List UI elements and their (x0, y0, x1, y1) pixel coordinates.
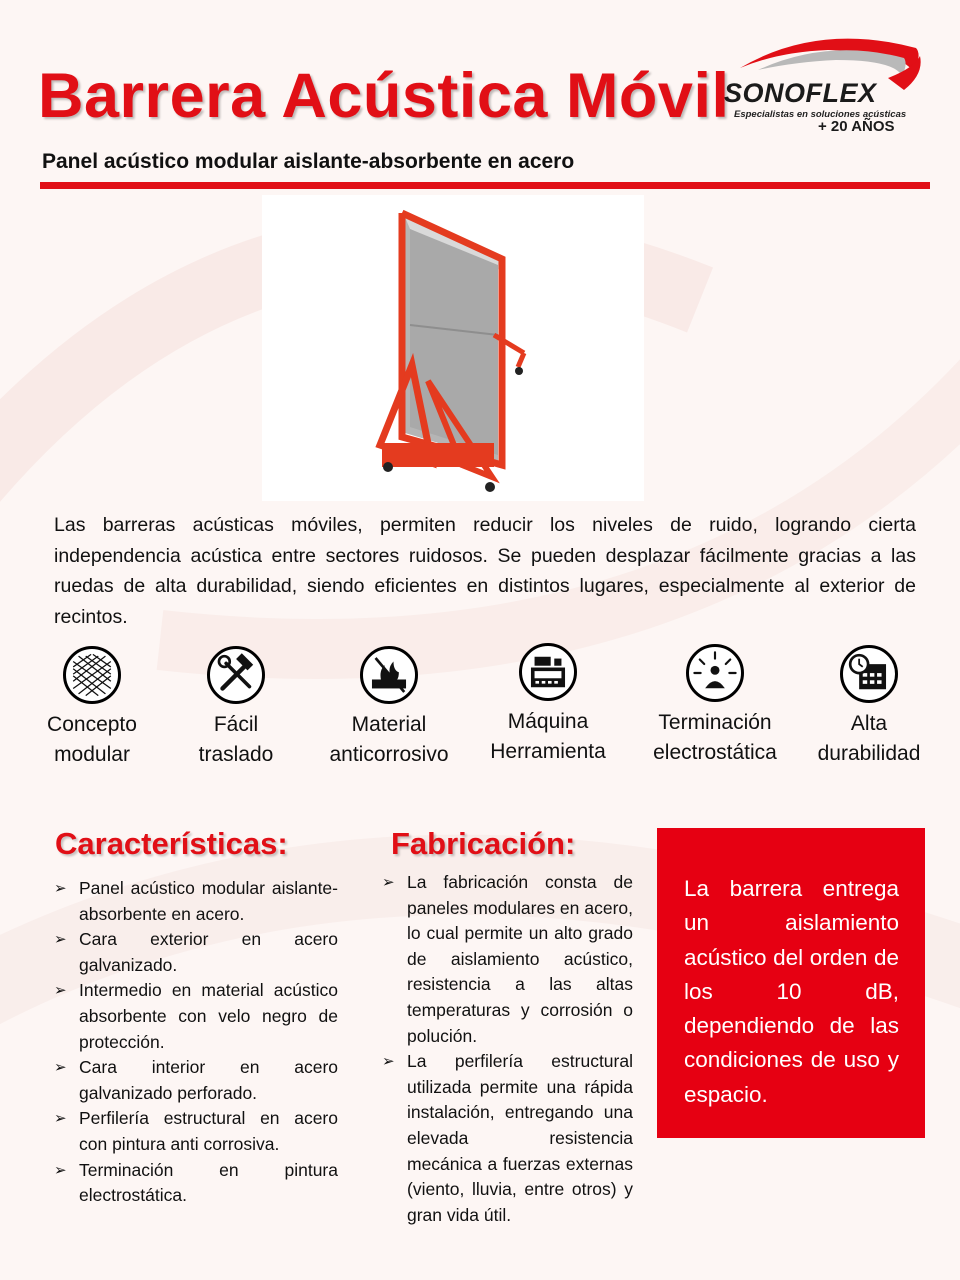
caracteristicas-list (54, 876, 338, 1209)
fabricacion-title: Fabricación: (391, 826, 576, 861)
feature-alta-durabilidad (804, 645, 934, 769)
feature-label-2: Herramienta (490, 740, 606, 763)
page-title: Barrera Acústica Móvil (38, 61, 730, 131)
arrow-bullet-icon: ➢ (54, 931, 67, 949)
list-item: ➢ Panel acústico modular aislante-absorbente en acero. (54, 878, 338, 924)
feature-label-1: Fácil (213, 713, 259, 736)
arrow-bullet-icon: ➢ (382, 1053, 395, 1071)
arrow-bullet-icon: ➢ (54, 982, 67, 1000)
machine-tool-icon (519, 643, 577, 701)
list-item: ➢ La fabricación consta de paneles modulares en acero, lo cual permite un alto grado de aislamiento acústico, resistencia a las altas temperaturas y corrosión o polución. (382, 872, 633, 1046)
feature-label-1: Terminación (658, 711, 772, 734)
feature-label-1: Material (351, 713, 427, 736)
list-item: ➢ La perfilería estructural utilizada permite una rápida instalación, entregando una elevada resistencia mecánica a fuerzas externas (viento, lluvia, entre otros) y gran vida útil. (382, 1051, 633, 1225)
feature-label-2: durabilidad (817, 742, 921, 765)
arrow-bullet-icon: ➢ (54, 1059, 67, 1077)
logo-tagline: Especialistas en soluciones acústicas (734, 109, 907, 120)
highlight-text: La barrera entrega un aislamiento acústico del orden de los 10 dB, dependiendo de las condiciones de uso y espacio. (684, 876, 899, 1107)
electrostatic-icon (686, 644, 744, 702)
feature-concepto-modular (32, 646, 152, 770)
sonoflex-logo (718, 28, 928, 140)
no-corrosion-icon (360, 646, 418, 704)
fabricacion-list (382, 870, 633, 1228)
arrow-bullet-icon: ➢ (54, 1110, 67, 1128)
feature-label-2: electrostática (653, 741, 777, 764)
page-subtitle: Panel acústico modular aislante-absorbente en acero (42, 150, 575, 173)
feature-material-anticorrosivo (318, 646, 460, 770)
list-item: ➢ Intermedio en material acústico absorbente con velo negro de protección. (54, 980, 338, 1052)
feature-label-2: anticorrosivo (329, 743, 449, 766)
feature-label-1: Concepto (47, 713, 137, 736)
hammer-wrench-icon (207, 646, 265, 704)
caracteristicas-title: Características: (55, 826, 288, 861)
list-item: ➢ Cara interior en acero galvanizado perforado. (54, 1057, 338, 1103)
logo-years: + 20 AÑOS (818, 118, 895, 135)
arrow-bullet-icon: ➢ (382, 874, 395, 891)
intro-paragraph: Las barreras acústicas móviles, permiten reducir los niveles de ruido, logrando cierta independencia acústica entre sectores ruidosos. Se pueden desplazar fácilmente gracias a las ruedas de alta durabilidad, siendo eficientes en distintos lugares, especialmente al exterior de recintos. (54, 514, 916, 628)
feature-terminacion-electrostatica (640, 644, 790, 768)
feature-label-2: modular (54, 743, 130, 766)
product-image (262, 195, 644, 501)
highlight-box (657, 828, 925, 1138)
list-item: ➢ Cara exterior en acero galvanizado. (54, 929, 338, 975)
feature-facil-traslado (176, 646, 296, 770)
clock-calendar-icon (840, 645, 898, 703)
arrow-bullet-icon: ➢ (54, 1161, 67, 1179)
list-item: ➢ Terminación en pintura electrostática. (54, 1159, 338, 1206)
feature-maquina-herramienta (478, 643, 618, 767)
list-item: ➢ Perfilería estructural en acero con pintura anti corrosiva. (54, 1108, 338, 1154)
feature-label-2: traslado (198, 743, 274, 766)
feature-label-1: Alta (850, 712, 888, 735)
header-divider (40, 182, 930, 189)
arrow-bullet-icon: ➢ (54, 880, 67, 897)
logo-name: SONOFLEX (724, 78, 877, 108)
feature-label-1: Máquina (507, 710, 589, 733)
mesh-icon (63, 646, 121, 704)
